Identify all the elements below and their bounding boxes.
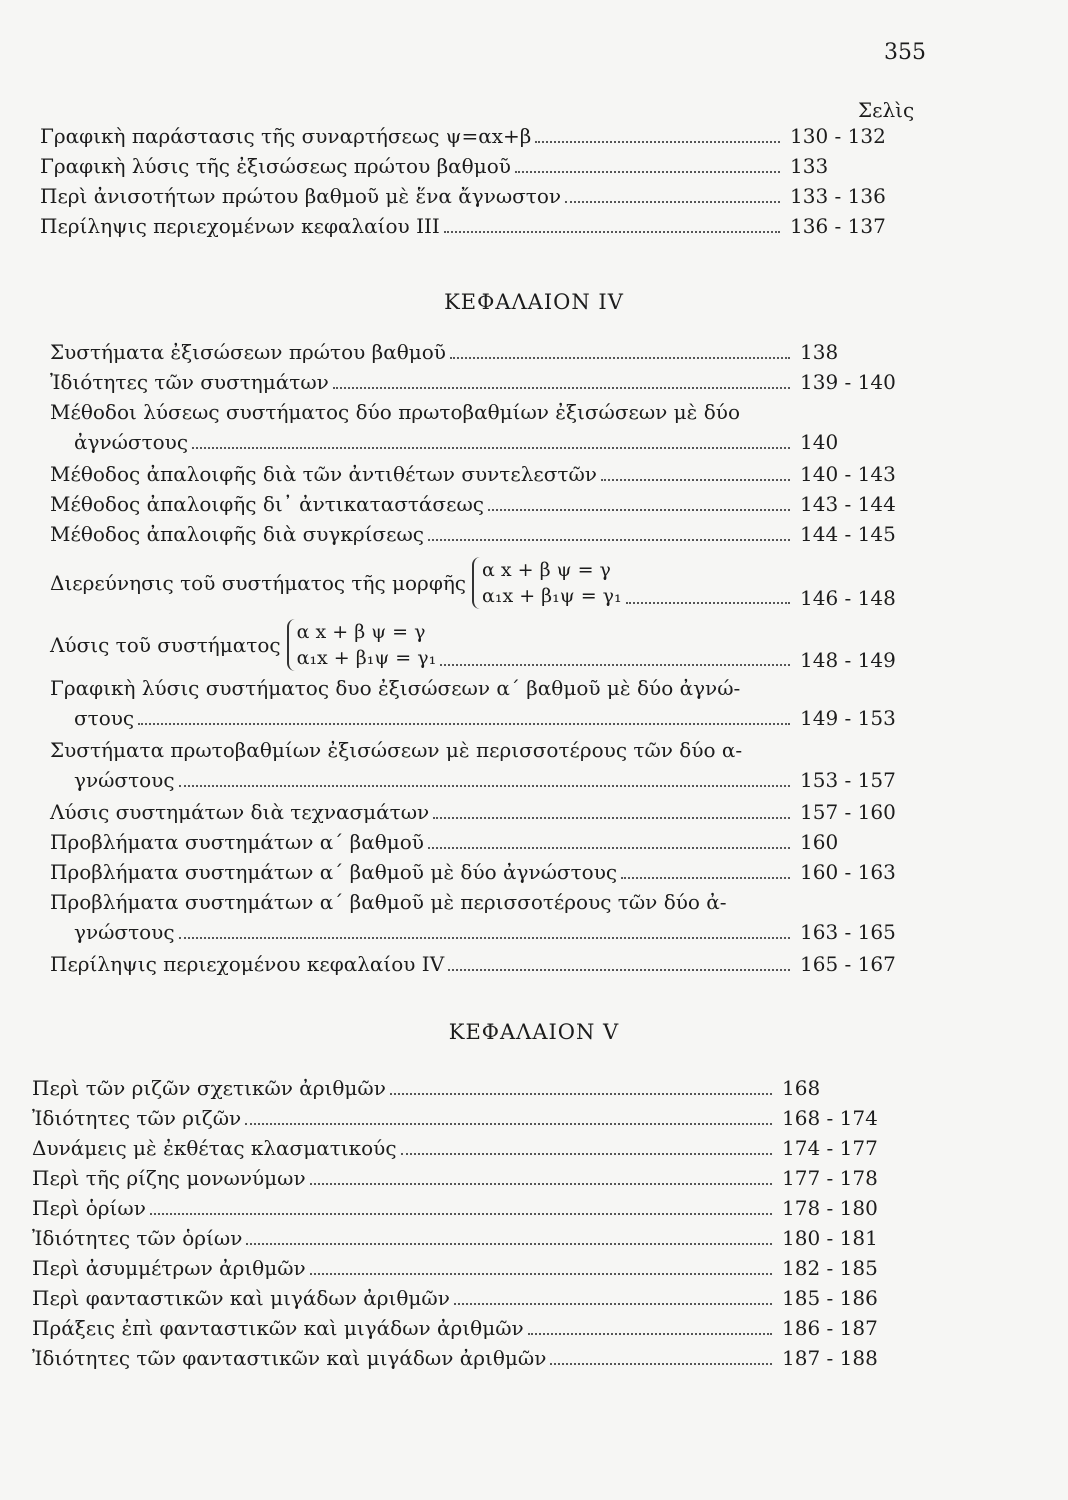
toc-entry: Περίληψις περιεχομένου κεφαλαίου ΙV 165 - 167 <box>50 952 896 976</box>
chapter-heading-v: ΚΕΦΑΛΑΙΟΝ V <box>448 1020 620 1044</box>
toc-entry: Γραφικὴ παράστασις τῆς συναρτήσεως ψ=αx+β 130 - 132 <box>40 124 886 148</box>
toc-entry: Πράξεις ἐπὶ φανταστικῶν καὶ μιγάδων ἀριθμῶν 186 - 187 <box>32 1316 878 1340</box>
toc-entry: Μέθοδος ἀπαλοιφῆς διὰ τῶν ἀντιθέτων συντελεστῶν 140 - 143 <box>50 462 896 486</box>
toc-entry: Δυνάμεις μὲ ἐκθέτας κλασματικούς 174 - 177 <box>32 1136 878 1160</box>
toc-entry: Περὶ ὁρίων 178 - 180 <box>32 1196 878 1220</box>
toc-entry: Περὶ τῶν ριζῶν σχετικῶν ἀριθμῶν 168 <box>32 1076 821 1100</box>
toc-entry: Προβλήματα συστημάτων α΄ βαθμοῦ μὲ δύο ἀγνώστους 160 - 163 <box>50 860 896 884</box>
toc-entry: Περὶ ἀσυμμέτρων ἀριθμῶν 182 - 185 <box>32 1256 878 1280</box>
toc-entry: Προβλήματα συστημάτων α΄ βαθμοῦ μὲ περισσοτέρους τῶν δύο ἀ- γνώστους 163 - 165 <box>50 890 896 944</box>
toc-entry: Λύσις τοῦ συστήματος α x + β ψ = γ α₁x + β₁ψ = γ₁ 148 - 149 <box>50 621 896 672</box>
toc-chapter-v <box>32 1076 912 1376</box>
toc-chapter-iv <box>50 340 930 982</box>
toc-entry: Περίληψις περιεχομένων κεφαλαίου ΙΙΙ 136 - 137 <box>40 214 886 238</box>
toc-entry: Ἰδιότητες τῶν φανταστικῶν καὶ μιγάδων ἀριθμῶν 187 - 188 <box>32 1346 878 1370</box>
toc-entry: Γραφικὴ λύσις συστήματος δυο ἐξισώσεων α΄ βαθμοῦ μὲ δύο ἀγνώ- στους 149 - 153 <box>50 676 896 730</box>
toc-entry: Προβλήματα συστημάτων α΄ βαθμοῦ 160 <box>50 830 839 854</box>
toc-entry: Διερεύνησις τοῦ συστήματος τῆς μορφῆς α x + β ψ = γ α₁x + β₁ψ = γ₁ 146 - 148 <box>50 559 896 610</box>
toc-entry: Μέθοδος ἀπαλοιφῆς διὰ συγκρίσεως 144 - 145 <box>50 522 896 546</box>
toc-entry: Συστήματα ἐξισώσεων πρώτου βαθμοῦ 138 <box>50 340 839 364</box>
pages-column-header: Σελὶς <box>858 98 915 122</box>
toc-entry: Ἰδιότητες τῶν ὁρίων 180 - 181 <box>32 1226 878 1250</box>
toc-section-iii <box>40 124 920 244</box>
page-number: 355 <box>884 40 926 65</box>
toc-entry: Λύσις συστημάτων διὰ τεχνασμάτων 157 - 160 <box>50 800 896 824</box>
toc-entry: Περὶ τῆς ρίζης μονωνύμων 177 - 178 <box>32 1166 878 1190</box>
toc-entry: Ἰδιότητες τῶν ριζῶν 168 - 174 <box>32 1106 878 1130</box>
toc-entry: Περὶ φανταστικῶν καὶ μιγάδων ἀριθμῶν 185 - 186 <box>32 1286 878 1310</box>
toc-entry: Ἰδιότητες τῶν συστημάτων 139 - 140 <box>50 370 896 394</box>
equation-system: α x + β ψ = γ α₁x + β₁ψ = γ₁ <box>287 619 437 671</box>
chapter-heading-iv: ΚΕΦΑΛΑΙΟΝ IV <box>444 290 624 314</box>
toc-entry: Μέθοδοι λύσεως συστήματος δύο πρωτοβαθμίων ἐξισώσεων μὲ δύο ἀγνώστους 140 <box>50 400 839 454</box>
toc-entry: Περὶ ἀνισοτήτων πρώτου βαθμοῦ μὲ ἕνα ἄγνωστον 133 - 136 <box>40 184 886 208</box>
toc-entry: Μέθοδος ἀπαλοιφῆς δι᾿ ἀντικαταστάσεως 143 - 144 <box>50 492 896 516</box>
toc-entry: Συστήματα πρωτοβαθμίων ἐξισώσεων μὲ περισσοτέρους τῶν δύο α- γνώστους 153 - 157 <box>50 738 896 792</box>
toc-entry: Γραφικὴ λύσις τῆς ἐξισώσεως πρώτου βαθμοῦ 133 <box>40 154 829 178</box>
equation-system: α x + β ψ = γ α₁x + β₁ψ = γ₁ <box>472 557 622 609</box>
